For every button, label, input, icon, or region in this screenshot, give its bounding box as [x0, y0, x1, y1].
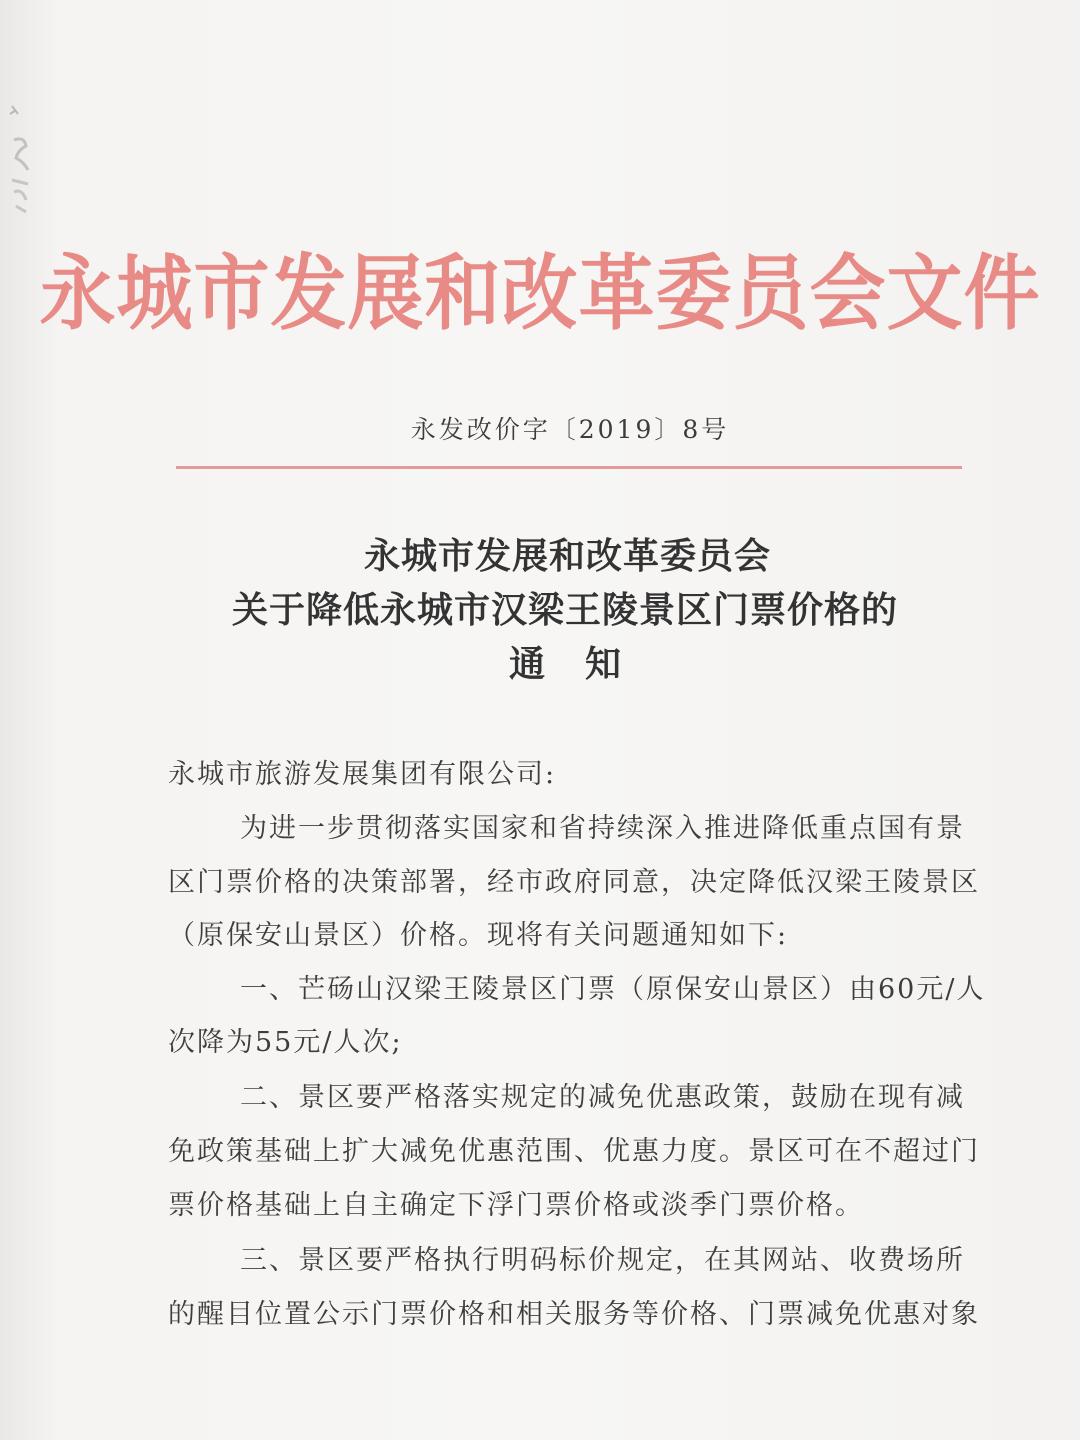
body-line: 二、景区要严格落实规定的减免优惠政策，鼓励在现有减	[240, 1082, 965, 1113]
title-line-1: 永城市发展和改革委员会	[363, 535, 771, 577]
salutation: 永城市旅游发展集团有限公司:	[168, 759, 557, 790]
body-line: 免政策基础上扩大减免优惠范围、优惠力度。景区可在不超过门	[168, 1136, 980, 1167]
scan-edge-marks	[4, 100, 34, 220]
body-line: 的醒目位置公示门票价格和相关服务等价格、门票减免优惠对象	[168, 1299, 980, 1330]
title-line-2: 关于降低永城市汉梁王陵景区门票价格的	[231, 589, 898, 631]
body-line: 票价格基础上自主确定下浮门票价格或淡季门票价格。	[168, 1190, 864, 1221]
body-line: 区门票价格的决策部署，经市政府同意，决定降低汉梁王陵景区	[168, 867, 980, 898]
document-number: 永发改价字〔2019〕8号	[410, 415, 730, 444]
body-line: 三、景区要严格执行明码标价规定，在其网站、收费场所	[240, 1245, 965, 1276]
body-line: 为进一步贯彻落实国家和省持续深入推进降低重点国有景	[240, 813, 965, 844]
title-line-3: 通知	[508, 643, 661, 685]
body-line: 一、芒砀山汉梁王陵景区门票（原保安山景区）由60元/人	[240, 974, 986, 1005]
document-masthead: 永城市发展和改革委员会文件	[39, 244, 1041, 342]
masthead-red-rule	[176, 466, 962, 469]
body-line: 次降为55元/人次;	[168, 1027, 403, 1058]
body-line: （原保安山景区）价格。现将有关问题通知如下:	[168, 920, 789, 951]
